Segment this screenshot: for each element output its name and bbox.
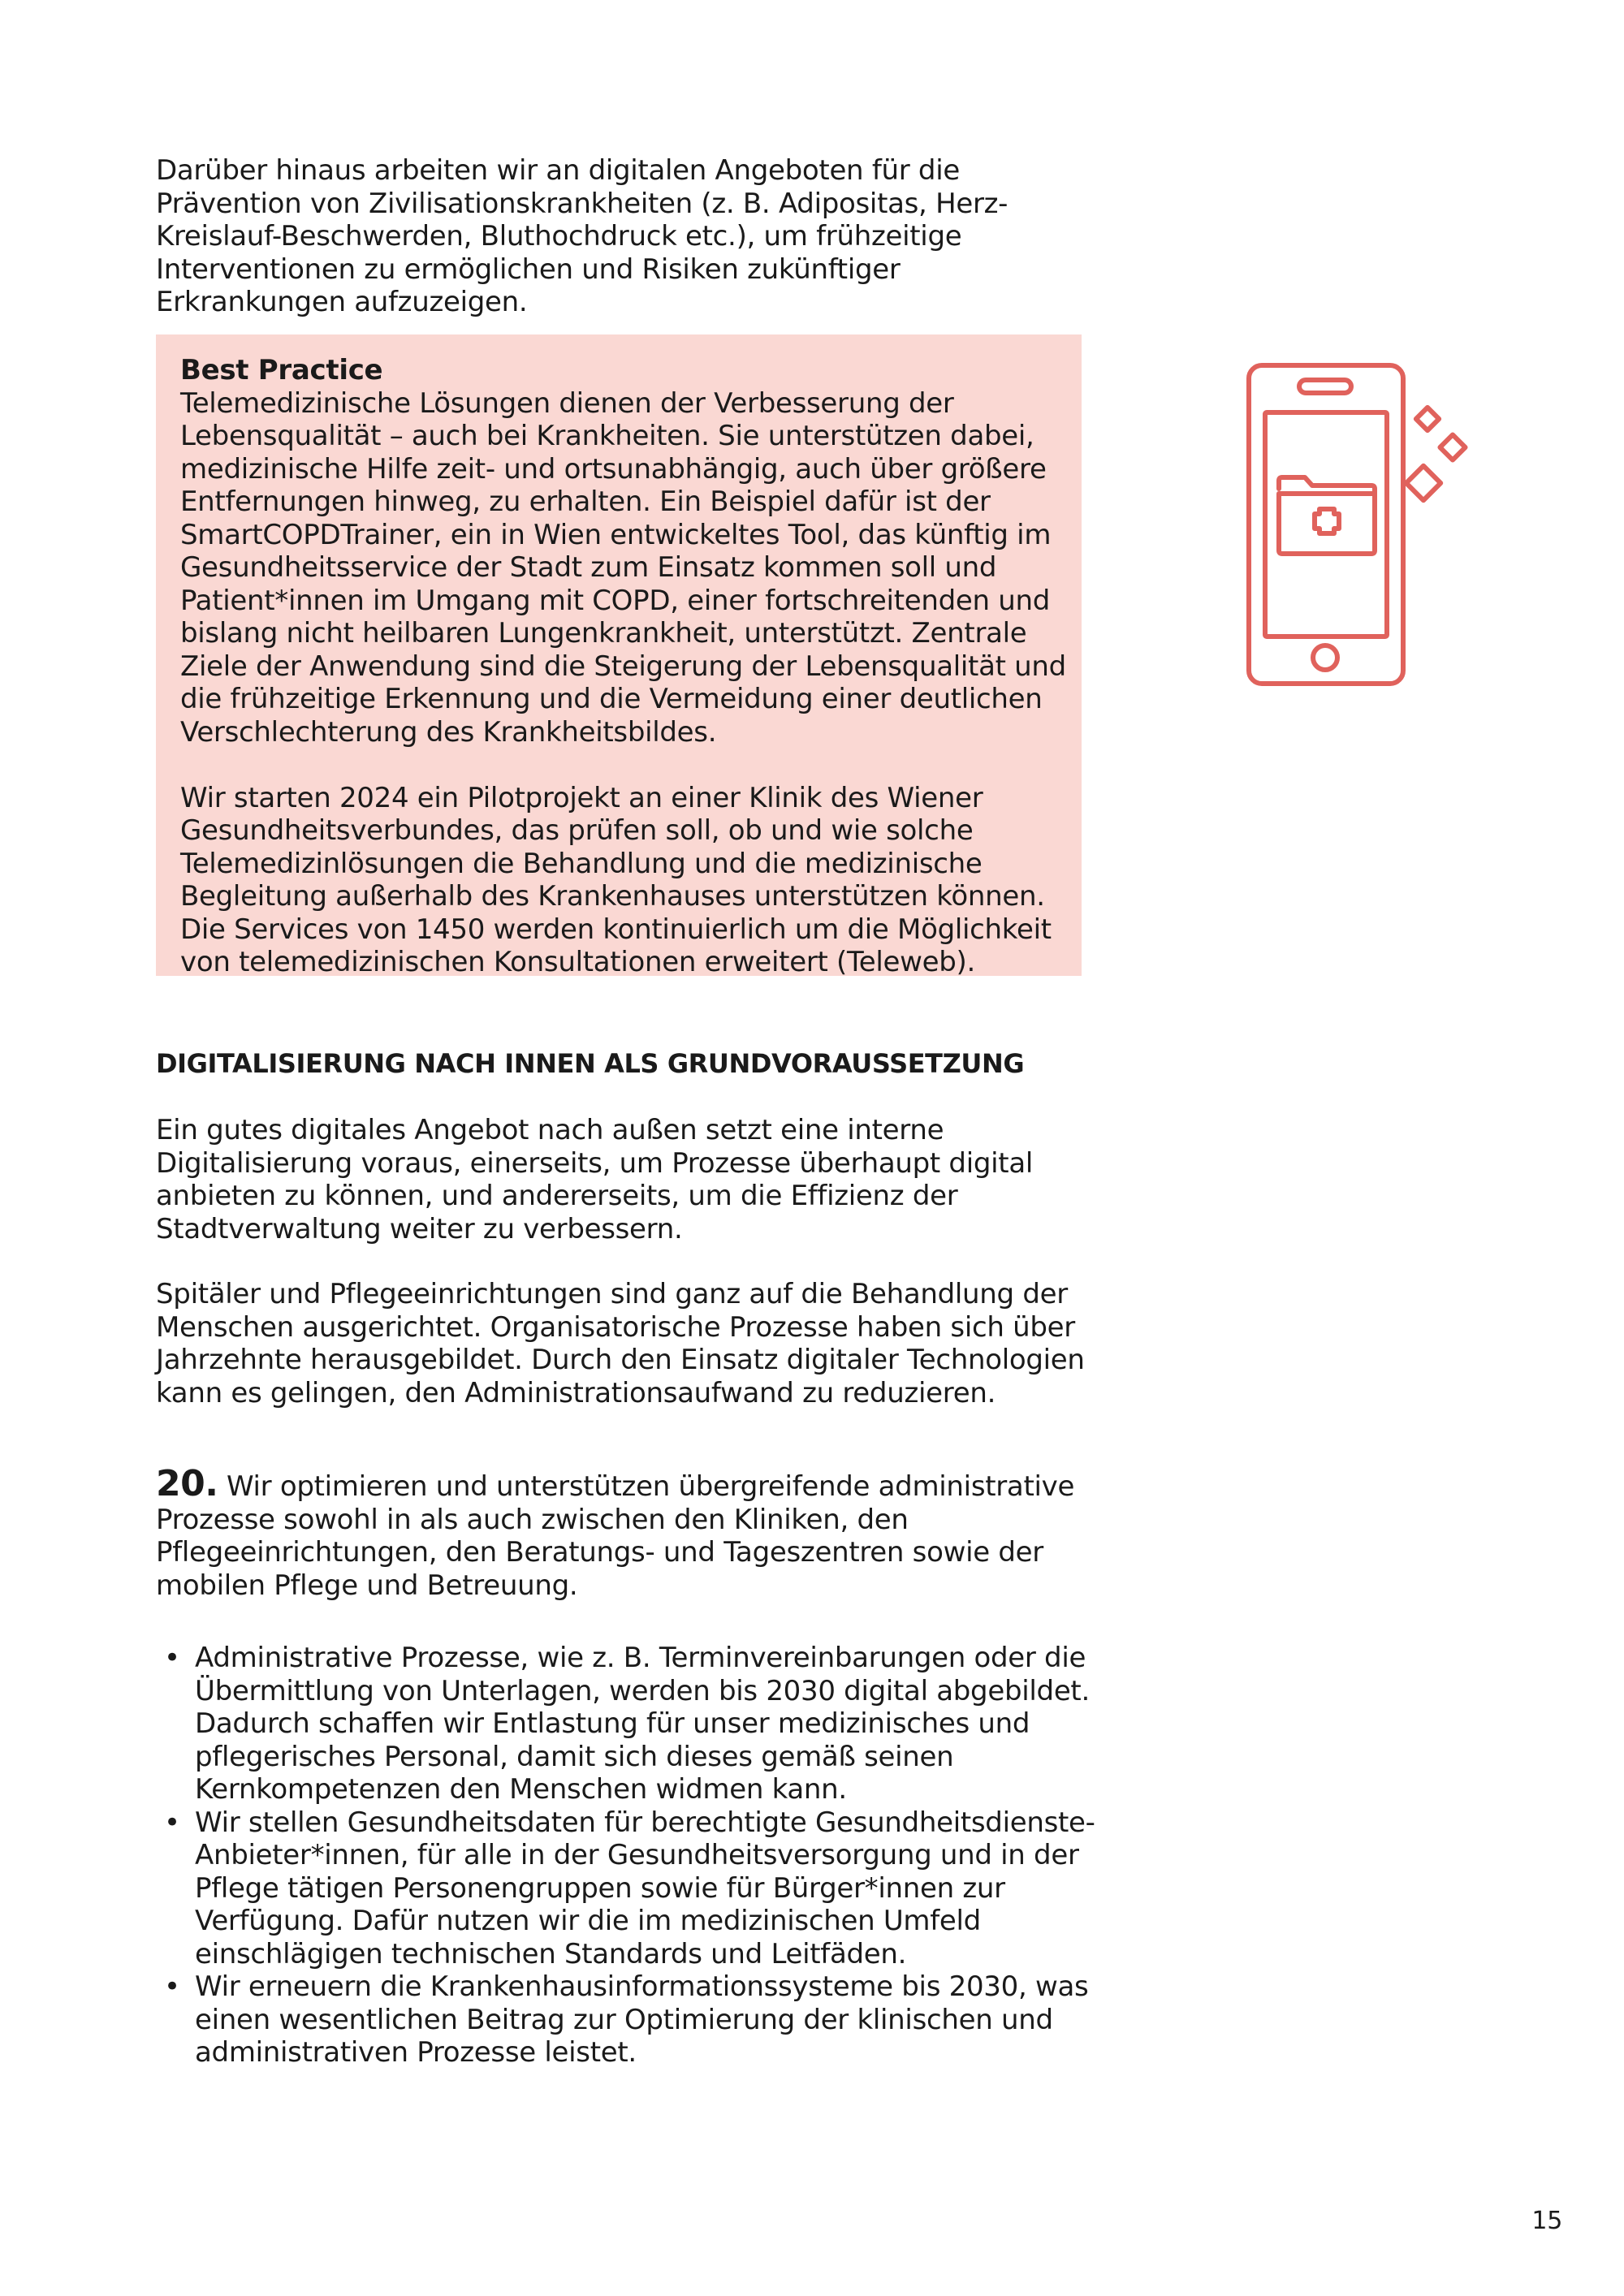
- section-paragraph-1: Ein gutes digitales Angebot nach außen setzt eine interne Digitalisierung voraus, einerseits, um Prozesse überhaupt digital anbieten zu können, und andererseits, um die Effizienz der Stadtverwaltung weiter zu verbessern.: [156, 1114, 1034, 1245]
- best-practice-paragraph-2: Wir starten 2024 ein Pilotprojekt an einer Klinik des Wiener Gesundheitsverbundes, das prüfen soll, ob und wie solche Telemedizinlösungen die Behandlung und die medizinische Begleitung außerhalb des Krankenhauses unterstützen können. Die Services von 1450 werden kontinuierlich um die Möglichkeit von telemedizinischen Konsultationen erweitert (Teleweb).: [180, 781, 1052, 978]
- diamond-large-icon: [1406, 466, 1440, 500]
- smartphone-medical-folder-icon: [1242, 357, 1486, 698]
- point-20: [156, 1463, 1090, 1602]
- best-practice-title: Best Practice: [180, 354, 383, 386]
- phone-screen-icon: [1265, 412, 1387, 637]
- bullet-icon: •: [164, 1806, 180, 1839]
- phone-home-button-icon: [1313, 645, 1337, 670]
- bullet-list: [156, 1642, 1098, 2069]
- best-practice-box: [156, 334, 1082, 976]
- diamond-small-1-icon: [1416, 408, 1439, 430]
- point-number: 20.: [156, 1463, 218, 1504]
- bullet-icon: •: [164, 1970, 180, 2003]
- list-item-text: Administrative Prozesse, wie z. B. Terminvereinbarungen oder die Übermittlung von Unterlagen, werden bis 2030 digital abgebildet. Dadurch schaffen wir Entlastung für unser medizinisches und pflegerisches Personal, damit sich dieses gemäß seinen Kernkompetenzen den Menschen widmen kann.: [195, 1642, 1090, 1806]
- section-heading: DIGITALISIERUNG NACH INNEN ALS GRUNDVORAUSSETZUNG: [156, 1048, 1025, 1079]
- list-item: [156, 1806, 1098, 1971]
- list-item-text: Wir stellen Gesundheitsdaten für berechtigte Gesundheitsdienste-Anbieter*innen, für alle in der Gesundheitsversorgung und in der Pflege tätigen Personengruppen sowie für Bürger*innen zur Verfügung. Dafür nutzen wir die im medizinischen Umfeld einschlägigen technischen Standards und Leitfäden.: [195, 1806, 1095, 1970]
- intro-paragraph: Darüber hinaus arbeiten wir an digitalen Angeboten für die Prävention von Zivilisationskrankheiten (z. B. Adipositas, Herz-Kreislauf-Beschwerden, Bluthochdruck etc.), um frühzeitige Interventionen zu ermöglichen und Risiken zukünftiger Erkrankungen aufzuzeigen.: [156, 154, 1009, 318]
- medical-cross-icon: [1315, 509, 1339, 533]
- folder-body-icon: [1279, 494, 1375, 554]
- point-text: Wir optimieren und unterstützen übergreifende administrative Prozesse sowohl in als auch zwischen den Kliniken, den Pflegeeinrichtungen, den Beratungs- und Tageszentren sowie der mobilen Pflege und Betreuung.: [156, 1470, 1075, 1602]
- section-paragraph-2: Spitäler und Pflegeeinrichtungen sind ganz auf die Behandlung der Menschen ausgerichtet. Organisatorische Prozesse haben sich über Jahrzehnte herausgebildet. Durch den Einsatz digitaler Technologien kann es gelingen, den Administrationsaufwand zu reduzieren.: [156, 1278, 1085, 1409]
- list-item-text: Wir erneuern die Krankenhausinformationssysteme bis 2030, was einen wesentlichen Beitrag zur Optimierung der klinischen und administrativen Prozesse leistet.: [195, 1970, 1089, 2069]
- phone-speaker-icon: [1299, 380, 1351, 393]
- best-practice-paragraph-1: Telemedizinische Lösungen dienen der Verbesserung der Lebensqualität – auch bei Krankheiten. Sie unterstützen dabei, medizinische Hilfe zeit- und ortsunabhängig, auch über größere Entfernungen hinweg, zu erhalten. Ein Beispiel dafür ist der SmartCOPDTrainer, ein in Wien entwickeltes Tool, das künftig im Gesundheitsservice der Stadt zum Einsatz kommen soll und Patient*innen im Umgang mit COPD, einer fortschreitenden und bislang nicht heilbaren Lungenkrankheit, unterstützt. Zentrale Ziele der Anwendung sind die Steigerung der Lebensqualität und die frühzeitige Erkennung und die Vermeidung einer deutlichen Verschlechterung des Krankheitsbildes.: [180, 386, 1066, 749]
- page-number: 15: [1531, 2207, 1562, 2235]
- bullet-icon: •: [164, 1642, 180, 1674]
- list-item: [156, 1970, 1098, 2069]
- list-item: [156, 1642, 1098, 1806]
- diamond-small-2-icon: [1440, 434, 1465, 460]
